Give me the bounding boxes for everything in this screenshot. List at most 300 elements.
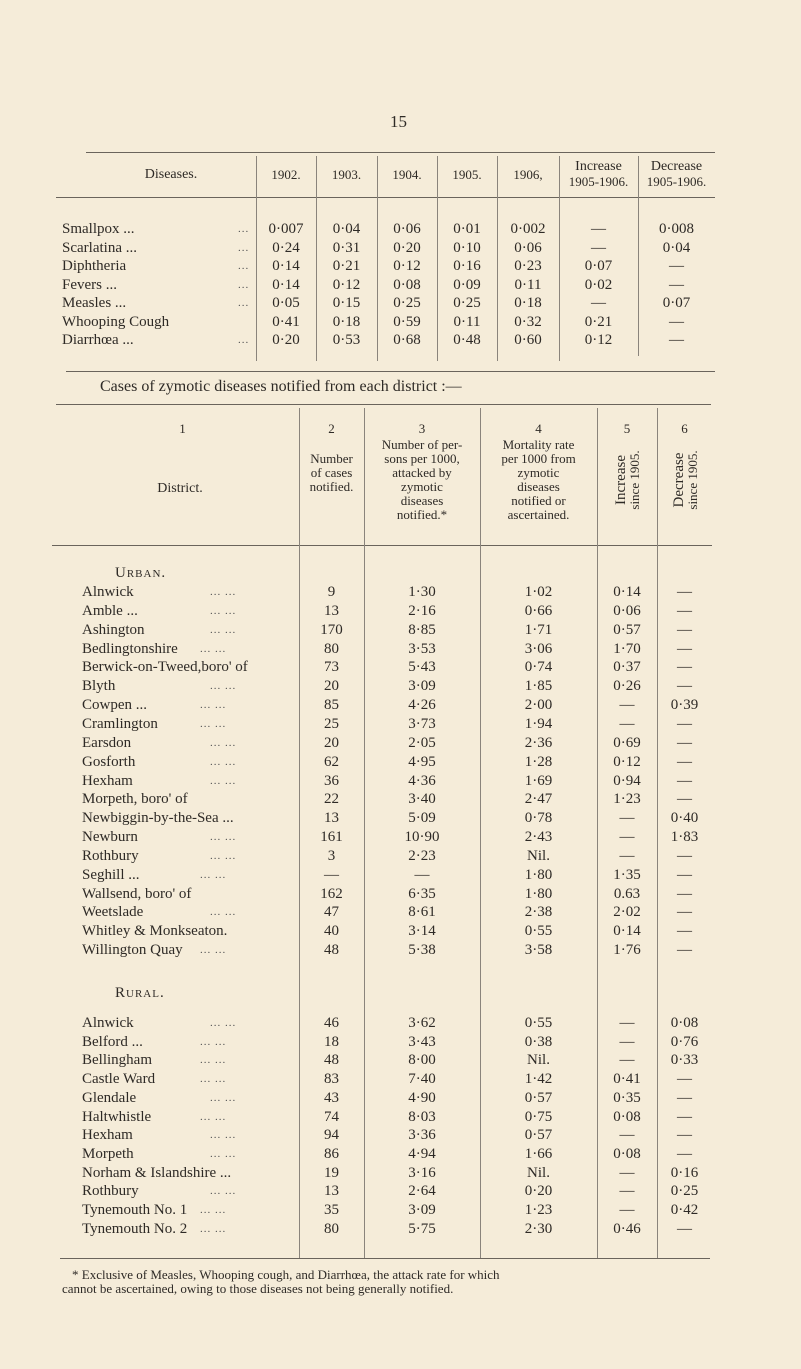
table-cell: 3·16 [408,1164,436,1181]
table-cell: 2·36 [524,734,553,751]
table-cell: — [619,697,635,714]
table-cell: 0·32 [514,313,542,330]
section-label: Rural. [115,985,165,1001]
column-header-line: Number [310,451,353,466]
table-cell: 0·16 [670,1164,699,1181]
table-cell: 0·007 [268,221,304,237]
district-name: Alnwick [82,584,134,600]
table-cell: — [677,659,692,676]
table-cell: 0·94 [613,772,641,789]
leader-dots: ... ... [210,1147,237,1160]
column-number: 4 [535,421,542,436]
page-number: 15 [390,112,407,131]
leader-dots: ... ... [210,1017,237,1029]
column-header: 1904. [392,167,422,182]
table-cell: 0·48 [453,332,481,348]
table-cell: 0·18 [332,313,361,330]
table-cell: 85 [324,697,339,714]
table-cell: 0·40 [670,810,699,827]
leader-dots: ... ... [200,1073,227,1086]
column-header: District. [157,481,203,496]
table-cell: 8·03 [408,1108,436,1125]
table-cell: 0·07 [584,258,613,274]
column-header-line: attacked by [392,465,452,480]
column-header: 1902. [271,167,301,182]
column-header-line: notified. [309,479,354,494]
table-cell: 1·70 [613,640,641,657]
table-cell: — [677,678,692,695]
table-cell: 0·08 [670,1015,699,1031]
column-number: 2 [328,421,335,436]
table-cell: 0·14 [272,258,300,274]
table-cell: 13 [324,602,339,619]
leader-dots: ... ... [200,1110,227,1123]
table-cell: Nil. [527,1052,550,1069]
leader-dots: ... ... [200,642,227,655]
table-cell: 47 [324,904,339,921]
column-divider [657,408,658,1258]
table-cell: — [324,866,339,883]
table-cell: 7·40 [408,1071,436,1088]
district-name: Tynemouth No. 1 [82,1202,188,1218]
table-cell: 0·06 [514,239,542,256]
column-divider [316,156,317,361]
table-cell: 0·16 [453,258,481,274]
table-cell: 73 [324,659,339,676]
table-cell: 1·76 [613,942,641,959]
table-cell: 0·31 [332,239,361,256]
table-cell: 0·25 [670,1183,699,1200]
leader-dots: ... [238,297,250,309]
table-cell: 48 [324,1052,339,1069]
column-divider [638,156,639,356]
leader-dots: ... ... [200,1204,227,1216]
table-cell: — [669,258,684,274]
column-header: 1906, [513,167,543,182]
table-cell: 80 [324,640,339,657]
table-cell: 0·53 [332,332,361,348]
table-cell: 2·23 [408,847,436,864]
disease-name: Smallpox ... [62,221,135,237]
district-name: Cowpen ... [82,697,147,714]
table-cell: 0·12 [584,332,613,348]
disease-name: Measles ... [62,295,127,311]
footnote-line-2: cannot be ascertained, owing to those diseases not being generally notified. [62,1281,454,1296]
column-header: Decrease [670,452,687,508]
table-cell: — [677,734,692,751]
district-name: Cramlington [82,715,158,732]
leader-dots: ... ... [210,849,237,862]
table-cell: — [677,640,692,657]
column-header-line: per 1000 from [501,451,576,466]
table-cell: 1·80 [524,866,553,883]
column-header-line: diseases [517,479,560,494]
table-cell: 19 [324,1164,339,1181]
table-cell: 1·80 [524,885,553,902]
leader-dots: ... ... [210,1129,237,1142]
district-name: Rothbury [82,1183,139,1200]
table-cell: Nil. [527,847,550,864]
table-cell: 1·85 [524,678,553,695]
table-cell: 1·28 [524,753,553,770]
table-rule [66,371,715,372]
column-header: 1905-1906. [568,174,629,189]
table-cell: 0·06 [613,602,641,619]
table-cell: 0·35 [613,1089,641,1106]
table-cell: 3·09 [408,1202,436,1218]
table-cell: — [619,1033,635,1050]
table-cell: — [677,602,692,619]
leader-dots: ... ... [200,717,227,730]
table-cell: 3·14 [408,923,436,940]
district-name: Morpeth, boro' of [82,791,188,808]
table-cell: 0·75 [524,1108,553,1125]
table-cell: — [619,1183,635,1200]
disease-name: Scarlatina ... [62,239,137,256]
table-cell: 1·94 [524,715,553,732]
column-number: 1 [179,421,186,436]
table-cell: — [677,942,692,959]
table-cell: — [619,847,635,864]
disease-name: Fevers ... [62,276,117,293]
leader-dots: ... [238,241,250,254]
table-cell: 3·43 [408,1033,436,1050]
leader-dots: ... ... [200,944,227,957]
table-cell: 161 [320,829,343,846]
column-number: 6 [681,421,688,436]
table-cell: 3 [327,847,336,864]
district-name: Tynemouth No. 2 [82,1220,188,1237]
table-cell: 86 [324,1145,339,1162]
table-cell: — [677,847,692,864]
table-cell: 10·90 [404,829,440,846]
leader-dots: ... ... [200,1035,227,1048]
table-cell: 0·46 [613,1220,641,1237]
table-cell: 0·20 [524,1183,553,1200]
column-divider [256,156,257,361]
district-name: Alnwick [82,1015,134,1031]
table-cell: 4·26 [408,697,436,714]
table-cell: 18 [324,1033,339,1050]
column-header-line: notified or [511,493,566,508]
table-cell: 80 [324,1220,339,1237]
column-divider [299,408,300,1258]
table-cell: 0·12 [613,753,641,770]
table-cell: 0·002 [510,221,546,237]
table-cell: 0·41 [613,1071,641,1088]
table-cell: 2·38 [524,904,553,921]
district-name: Morpeth [82,1145,134,1162]
column-header: since 1905. [684,450,700,510]
table-cell: 2·05 [408,734,436,751]
column-header-line: zymotic [517,465,560,480]
district-name: Willington Quay [82,942,183,959]
table-cell: — [677,791,692,808]
leader-dots: ... ... [210,1091,237,1104]
table-cell: 1·23 [613,791,641,808]
table-cell: 0·26 [613,678,641,695]
table-cell: 35 [324,1202,339,1218]
table-cell: 0·08 [613,1145,641,1162]
column-number: 5 [623,421,631,436]
table-cell: 0·55 [524,1015,553,1031]
table-cell: 0·11 [453,313,481,330]
table-cell: 0.63 [613,885,641,902]
leader-dots: ... ... [210,604,237,617]
table-cell: 0·57 [524,1127,553,1144]
leader-dots: ... ... [210,774,237,787]
district-name: Blyth [82,678,116,695]
table-cell: 1·83 [670,829,699,846]
table-cell: — [677,715,692,732]
table-cell: 0·60 [514,332,542,348]
table-cell: 0·42 [670,1202,699,1218]
table-cell: 3·36 [408,1127,436,1144]
column-header: Diseases. [144,167,198,182]
table-cell: 2·16 [408,602,436,619]
table-cell: 9 [327,584,336,600]
table-cell: 170 [320,621,343,638]
leader-dots: ... [238,223,250,235]
table-cell: 0·21 [584,313,613,330]
table-cell: 0·66 [524,602,553,619]
table-caption: Cases of zymotic diseases notified from each district :— [100,378,462,395]
table-cell: 43 [324,1089,339,1106]
table-cell: 0·10 [453,239,481,256]
table-cell: — [669,313,684,330]
table-cell: 0·78 [524,810,553,827]
table-cell: — [677,923,692,940]
table-cell: 3·06 [524,640,553,657]
table-rule [56,197,715,198]
table-cell: — [414,866,430,883]
column-divider [364,408,365,1258]
section-label: Urban. [115,565,167,581]
column-divider [497,156,498,361]
table-cell: 2·47 [524,791,553,808]
table-cell: 162 [320,885,343,902]
table-cell: 1·69 [524,772,553,789]
district-name: Earsdon [82,734,132,751]
footnote-line-1: * Exclusive of Measles, Whooping cough, and Diarrhœa, the attack rate for which [72,1267,500,1282]
district-name: Ashington [82,621,145,638]
column-header-line: Number of per- [381,437,463,452]
table-cell: 3·62 [408,1015,436,1031]
table-cell: 0·14 [613,923,641,940]
table-cell: 5·38 [408,942,436,959]
table-cell: — [619,1015,635,1031]
table-cell: 13 [324,1183,339,1200]
table-cell: 3·53 [408,640,436,657]
table-cell: 0·25 [453,295,481,311]
table-cell: 1·42 [524,1071,553,1088]
column-header-line: diseases [400,493,444,508]
table-cell: 1·23 [524,1202,553,1218]
leader-dots: ... ... [200,1222,227,1235]
table-cell: 2·00 [524,697,553,714]
table-cell: — [591,295,606,311]
column-divider [559,156,560,361]
district-name: Weetslade [82,904,144,921]
table-rule [60,1258,710,1259]
column-header-line: sons per 1000, [384,451,460,466]
district-name: Glendale [82,1089,137,1106]
table-cell: — [619,1164,635,1181]
table-cell: — [677,621,692,638]
table-cell: 0·24 [272,239,300,256]
column-header: 1905-1906. [646,174,707,189]
table-cell: 0·12 [332,276,361,293]
table-cell: 0·02 [584,276,613,293]
table-cell: 0·33 [670,1052,699,1069]
table-cell: 94 [324,1127,339,1144]
district-name: Whitley & Monkseaton. [82,923,228,940]
district-name: Wallsend, boro' of [82,885,192,902]
disease-name: Diphtheria [62,258,127,274]
table-cell: 83 [324,1071,339,1088]
table-cell: 74 [324,1108,339,1125]
table-cell: 0·07 [662,295,691,311]
table-cell: — [619,1127,635,1144]
district-name: Rothbury [82,847,139,864]
table-cell: — [677,1071,692,1088]
table-cell: 6·35 [408,885,436,902]
table-cell: 0·18 [514,295,542,311]
table-cell: 0·21 [332,258,361,274]
column-divider [597,408,598,1258]
table-cell: 0·39 [670,697,699,714]
table-cell: 3·09 [408,678,436,695]
table-cell: 8·85 [408,621,436,638]
column-header: Decrease [650,159,703,174]
leader-dots: ... ... [210,680,237,693]
table-cell: 20 [324,734,339,751]
table-cell: 1·30 [408,584,436,600]
leader-dots: ... [238,334,250,346]
table-cell: 62 [324,753,339,770]
leader-dots: ... [238,260,250,272]
table-cell: 40 [324,923,339,940]
table-cell: 0·14 [613,584,641,600]
leader-dots: ... ... [210,623,237,636]
table-cell: — [677,1220,692,1237]
table-cell: 13 [324,810,339,827]
table-rule [52,545,712,546]
table-cell: 0·11 [514,276,542,293]
table-cell: 5·09 [408,810,436,827]
table-cell: 25 [324,715,339,732]
table-cell: 0·69 [613,734,641,751]
table-cell: 0·59 [393,313,421,330]
table-cell: 0·55 [524,923,553,940]
table-cell: 2·02 [613,904,641,921]
column-number: 3 [418,421,426,436]
table-cell: 0·57 [524,1089,553,1106]
table-cell: Nil. [527,1164,550,1181]
table-cell: 0·68 [393,332,421,348]
table-cell: 0·12 [393,258,421,274]
table-cell: 20 [324,678,339,695]
table-cell: 3·40 [408,791,436,808]
table-cell: 48 [324,942,339,959]
district-name: Seghill ... [82,866,140,883]
table-cell: — [677,1108,692,1125]
column-header: Increase [575,159,622,174]
column-header: since 1905. [627,450,642,510]
leader-dots: ... ... [210,831,237,844]
table-cell: — [677,866,692,883]
table-cell: 3·58 [524,942,553,959]
table-cell: — [669,332,684,348]
table-cell: 2·43 [524,829,553,846]
table-cell: 8·00 [408,1052,436,1069]
table-cell: — [591,239,606,256]
table-cell: 2·30 [524,1220,553,1237]
table-cell: 0·74 [524,659,553,676]
table-cell: 0·15 [332,295,361,311]
column-header: 1905. [452,167,482,182]
district-name: Amble ... [82,602,138,619]
table-cell: 1·35 [613,866,641,883]
table-cell: — [619,1052,635,1069]
table-cell: — [619,829,635,846]
table-cell: — [677,904,692,921]
table-cell: 1·02 [524,584,553,600]
column-header: 1903. [331,167,362,182]
disease-name: Diarrhœa ... [62,332,134,348]
column-divider [480,408,481,1258]
district-name: Gosforth [82,753,136,770]
table-cell: — [619,1202,635,1218]
table-cell: 0·20 [272,332,300,348]
table-cell: 5·43 [408,659,436,676]
column-header-line: zymotic [401,479,443,494]
leader-dots: ... ... [210,586,237,598]
table-cell: 1·66 [524,1145,553,1162]
table-rule [86,152,715,153]
column-header-line: notified.* [396,507,448,522]
district-name: Haltwhistle [82,1108,152,1125]
table-cell: 2·64 [408,1183,436,1200]
table-cell: 46 [324,1015,339,1031]
table-cell: 0·05 [272,295,300,311]
district-name: Berwick-on-Tweed,boro' of [82,659,248,676]
table-cell: — [619,715,635,732]
column-header-line: of cases [310,465,353,480]
table-cell: — [677,1145,692,1162]
table-cell: 4·94 [408,1145,436,1162]
table-cell: 0·01 [453,221,481,237]
table-cell: 0·57 [613,621,641,638]
table-cell: 4·90 [408,1089,436,1106]
table-rule [56,404,711,405]
table-cell: 0·38 [524,1033,553,1050]
table-cell: — [677,584,692,600]
table-cell: 8·61 [408,904,436,921]
table-cell: 0·41 [272,313,300,330]
leader-dots: ... ... [210,906,237,919]
district-name: Newburn [82,829,138,846]
district-name: Bedlingtonshire [82,640,178,657]
table-cell: — [619,810,635,827]
leader-dots: ... ... [210,755,237,768]
table-cell: 0·04 [332,221,361,237]
table-cell: — [677,885,692,902]
district-name: Hexham [82,772,133,789]
table-cell: 0·14 [272,276,300,293]
leader-dots: ... ... [200,1054,227,1067]
column-divider [377,156,378,361]
